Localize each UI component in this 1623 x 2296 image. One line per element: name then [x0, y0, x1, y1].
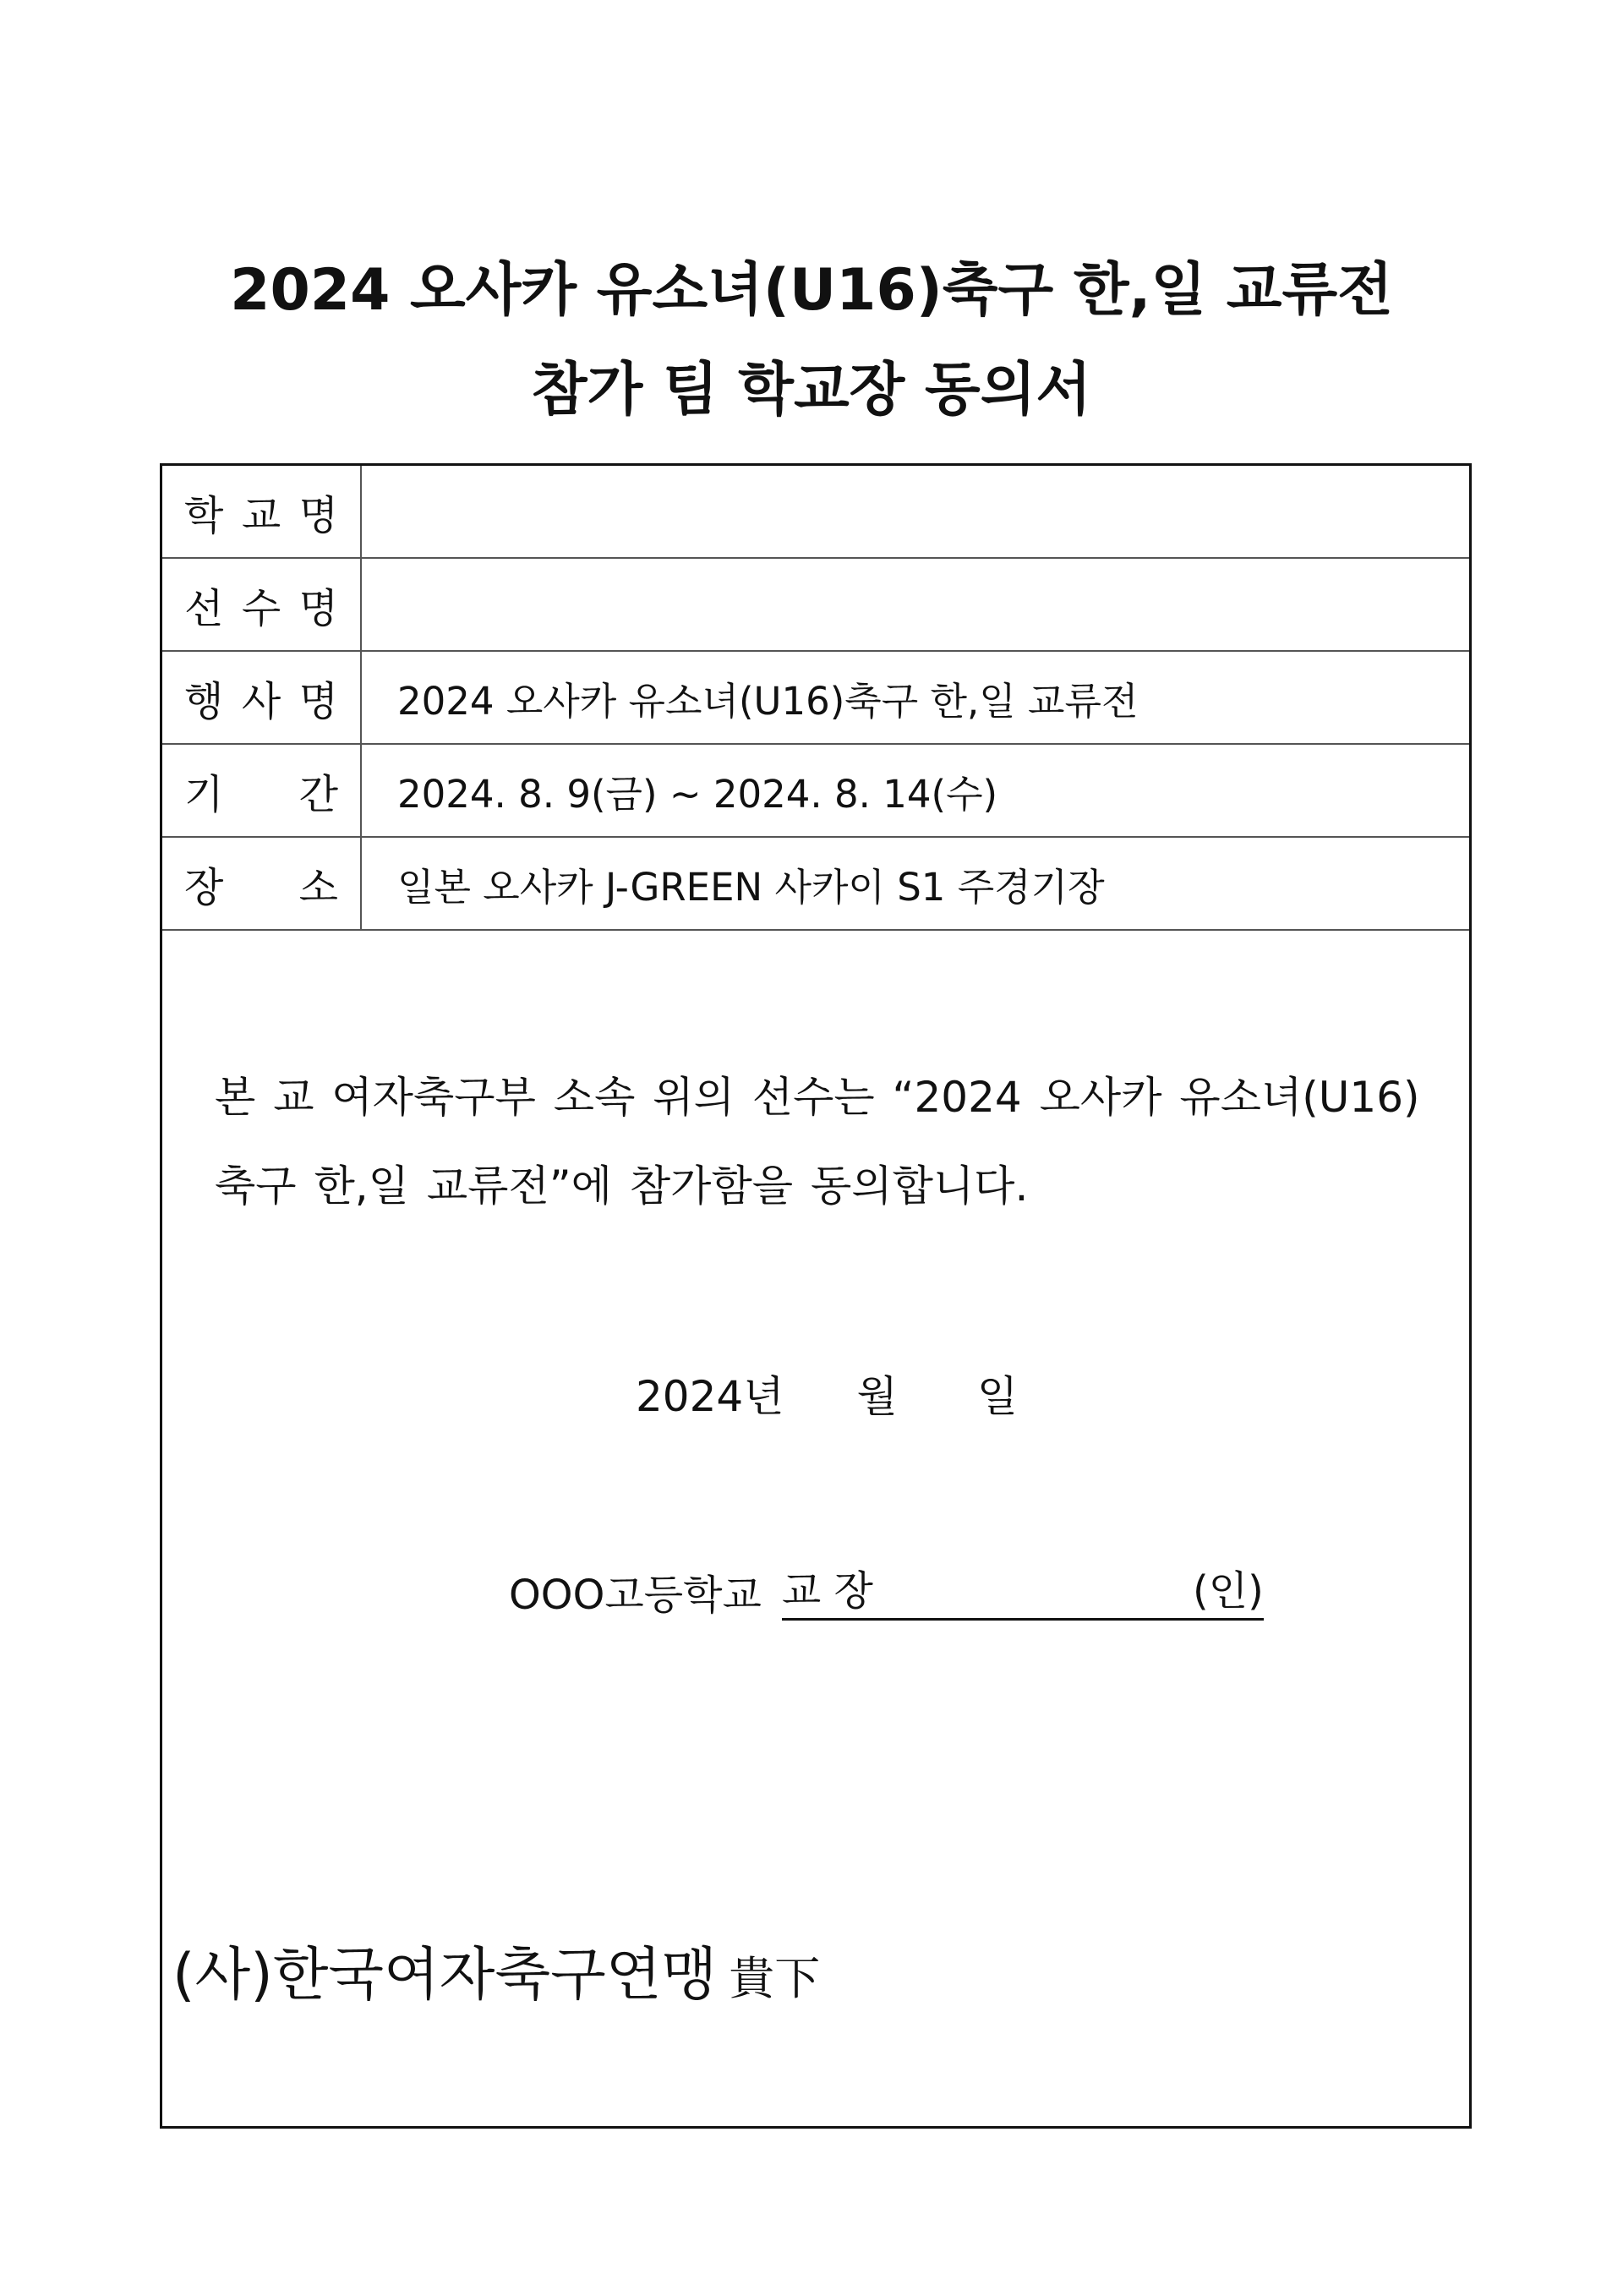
form-row-period: [162, 745, 1469, 838]
venue-value: 일본 오사카 J-GREEN 사카이 S1 주경기장: [397, 864, 1105, 910]
document-title-line-2: 참가 팀 학교장 동의서: [531, 357, 1092, 424]
player-name-field[interactable]: [362, 559, 397, 650]
document-title-line-1: 2024 오사카 유소녀(U16)축구 한,일 교류전: [230, 257, 1393, 324]
form-label-school-name: 학 교 명: [162, 466, 362, 557]
consent-statement-line-1: 본 교 여자축구부 소속 위의 선수는 “2024 오사카 유소녀(U16): [215, 1073, 1420, 1122]
school-name-field[interactable]: [362, 466, 397, 557]
school-name-placeholder: OOO고등학교: [509, 1572, 762, 1619]
form-label-event-name: 행 사 명: [162, 652, 362, 743]
seal-mark: (인): [1193, 1567, 1264, 1615]
form-label-period: 기 간: [162, 745, 362, 836]
recipient: [172, 1929, 820, 2011]
principal-title: 교 장: [781, 1567, 873, 1615]
date-day: 일: [976, 1372, 1019, 1421]
recipient-name: (사)한국여자축구연맹: [172, 1942, 718, 2009]
form-row-event-name: [162, 652, 1469, 745]
signing-date: [636, 1363, 1018, 1424]
consent-form: [160, 463, 1472, 2129]
event-name-value: 2024 오사카 유소녀(U16)축구 한,일 교류전: [397, 678, 1139, 724]
signature-field[interactable]: [782, 1567, 1264, 1621]
form-label-venue: 장 소: [162, 838, 362, 929]
date-year: 2024년: [636, 1372, 784, 1421]
period-value: 2024. 8. 9(금) ~ 2024. 8. 14(수): [397, 771, 998, 817]
form-label-player-name: 선 수 명: [162, 559, 362, 650]
date-month: 월: [856, 1372, 898, 1421]
form-row-venue: [162, 838, 1469, 931]
recipient-honorific: 貴下: [729, 1952, 821, 2005]
form-row-school-name: [162, 466, 1469, 559]
consent-statement-line-2: 축구 한,일 교류전”에 참가함을 동의합니다.: [215, 1162, 1029, 1211]
form-row-player-name: [162, 559, 1469, 652]
principal-signature: [509, 1562, 1264, 1621]
